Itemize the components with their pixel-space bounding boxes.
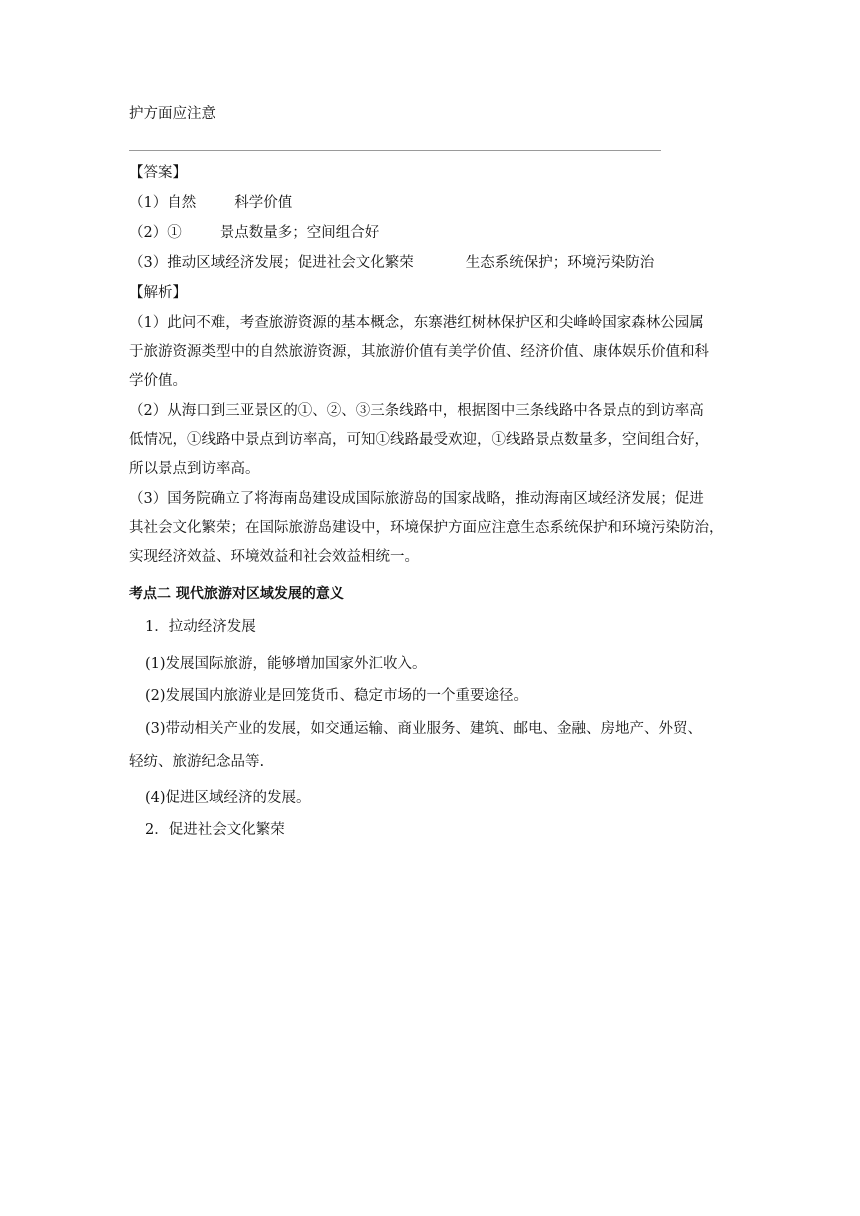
answer-q1-value: 科学价值 bbox=[234, 195, 293, 211]
section-title: 考点二 现代旅游对区域发展的意义 bbox=[129, 586, 344, 602]
answer-q2 bbox=[129, 223, 379, 243]
analysis-p3-line: （3）国务院确立了将海南岛建设成国际旅游岛的国家战略，推动海南区域经济发展；促进 bbox=[129, 491, 704, 507]
answer-q2-value: 景点数量多；空间组合好 bbox=[219, 225, 380, 241]
intro-line: 护方面应注意 bbox=[129, 106, 216, 122]
analysis-p1-line: 学价值。 bbox=[129, 373, 187, 389]
answer-q3-value: 生态系统保护；环境污染防治 bbox=[465, 255, 655, 271]
answer-q3 bbox=[129, 253, 654, 273]
answer-heading: 【答案】 bbox=[129, 165, 187, 181]
section-item-1: 1．拉动经济发展 bbox=[145, 619, 256, 635]
analysis-p3-line: 实现经济效益、环境效益和社会效益相统一。 bbox=[129, 549, 419, 565]
section-item-2: 2．促进社会文化繁荣 bbox=[145, 822, 285, 838]
section-sub-1: (1)发展国际旅游，能够增加国家外汇收入。 bbox=[145, 656, 427, 672]
answer-q1-prefix: （1）自然 bbox=[129, 195, 197, 211]
answer-q1 bbox=[129, 193, 292, 213]
analysis-heading: 【解析】 bbox=[129, 285, 187, 301]
analysis-p1-line: （1）此问不难，考查旅游资源的基本概念，东寨港红树林保护区和尖峰岭国家森林公园属 bbox=[129, 315, 704, 331]
section-sub-3-line: 轻纺、旅游纪念品等. bbox=[129, 754, 265, 770]
section-sub-4: (4)促进区域经济的发展。 bbox=[145, 790, 311, 806]
analysis-p1-line: 于旅游资源类型中的自然旅游资源，其旅游价值有美学价值、经济价值、康体娱乐价值和科 bbox=[129, 344, 709, 360]
section-sub-2: (2)发展国内旅游业是回笼货币、稳定市场的一个重要途径。 bbox=[145, 688, 529, 704]
analysis-p2-line: （2）从海口到三亚景区的①、②、③三条线路中，根据图中三条线路中各景点的到访率高 bbox=[129, 403, 704, 419]
answer-q3-prefix: （3）推动区域经济发展；促进社会文化繁荣 bbox=[129, 255, 414, 271]
separator-rule bbox=[129, 150, 661, 151]
section-sub-3-line: (3)带动相关产业的发展，如交通运输、商业服务、建筑、邮电、金融、房地产、外贸、 bbox=[145, 721, 703, 737]
analysis-p3-line: 其社会文化繁荣；在国际旅游岛建设中，环境保护方面应注意生态系统保护和环境污染防治， bbox=[129, 520, 724, 536]
analysis-p2-line: 所以景点到访率高。 bbox=[129, 461, 260, 477]
analysis-p2-line: 低情况，①线路中景点到访率高，可知①线路最受欢迎，①线路景点数量多，空间组合好， bbox=[129, 432, 709, 448]
answer-q2-prefix: （2）① bbox=[129, 225, 182, 241]
